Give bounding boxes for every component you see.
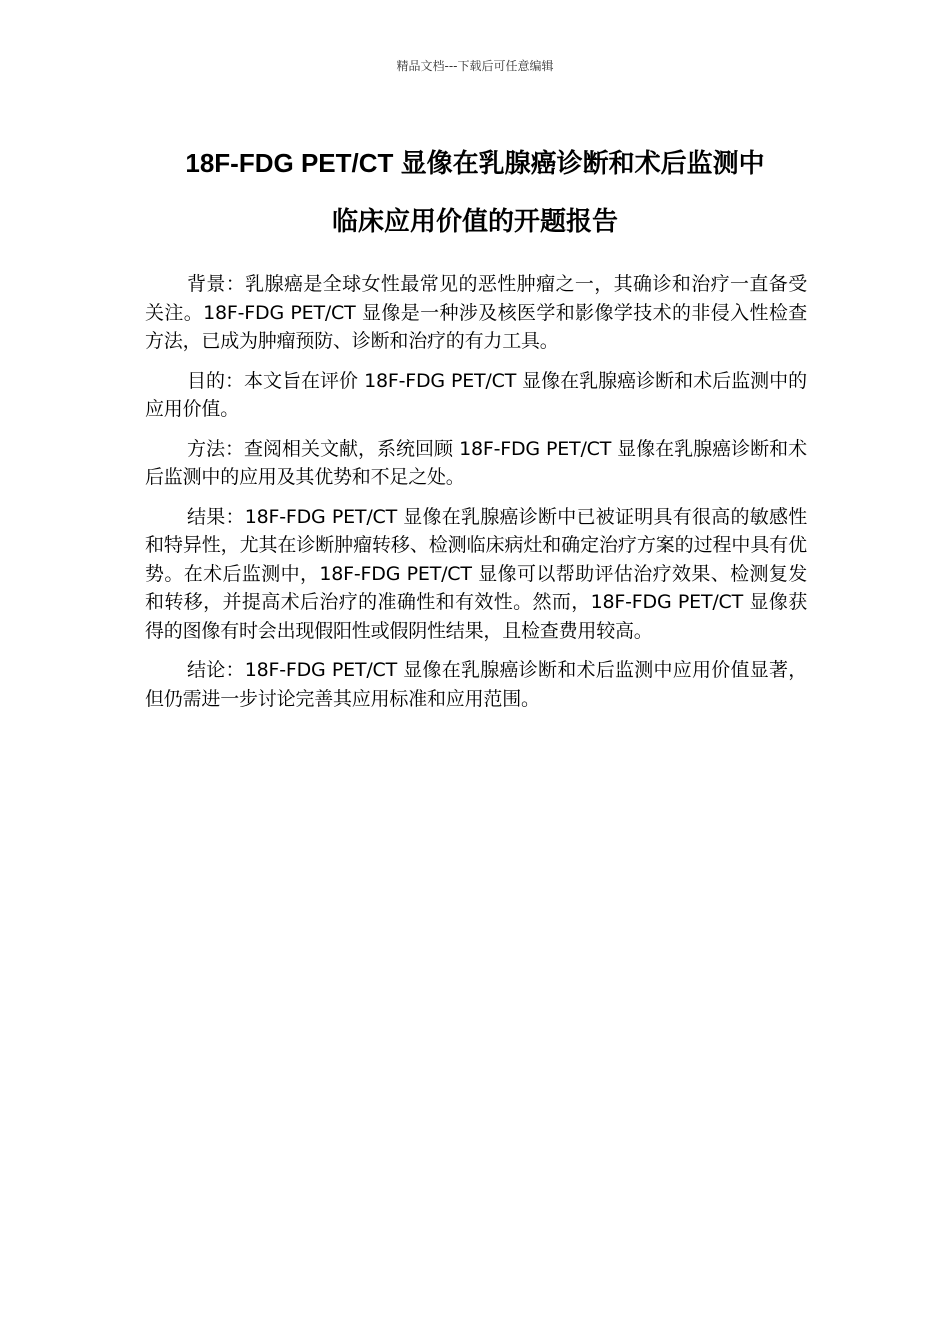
document-body xyxy=(145,270,807,724)
header-note: 精品文档---下载后可任意编辑 xyxy=(396,59,554,73)
title-line-2: 临床应用价值的开题报告 xyxy=(331,206,618,236)
paragraph-background: 背景：乳腺癌是全球女性最常见的恶性肿瘤之一，其确诊和治疗一直备受关注。18F-FDG PET/CT 显像是一种涉及核医学和影像学技术的非侵入性检查方法，已成为肿瘤预防、诊断和治疗的有力工具。 xyxy=(145,273,807,352)
paragraph-results: 结果：18F-FDG PET/CT 显像在乳腺癌诊断中已被证明具有很高的敏感性和特异性，尤其在诊断肿瘤转移、检测临床病灶和确定治疗方案的过程中具有优势。在术后监测中，18F-FDG PET/CT 显像可以帮助评估治疗效果、检测复发和转移，并提高术后治疗的准确性和有效性。然而，18F-FDG PET/CT 显像获得的图像有时会出现假阳性或假阴性结果，且检查费用较高。 xyxy=(145,505,807,642)
paragraph-conclusion: 结论：18F-FDG PET/CT 显像在乳腺癌诊断和术后监测中应用价值显著，但仍需进一步讨论完善其应用标准和应用范围。 xyxy=(145,659,807,710)
paragraph-objective: 目的：本文旨在评价 18F-FDG PET/CT 显像在乳腺癌诊断和术后监测中的应用价值。 xyxy=(145,369,807,420)
title-line-1: 18F-FDG PET/CT 显像在乳腺癌诊断和术后监测中 xyxy=(185,148,765,178)
document-title xyxy=(120,134,830,250)
paragraph-methods: 方法：查阅相关文献，系统回顾 18F-FDG PET/CT 显像在乳腺癌诊断和术后监测中的应用及其优势和不足之处。 xyxy=(145,437,807,488)
